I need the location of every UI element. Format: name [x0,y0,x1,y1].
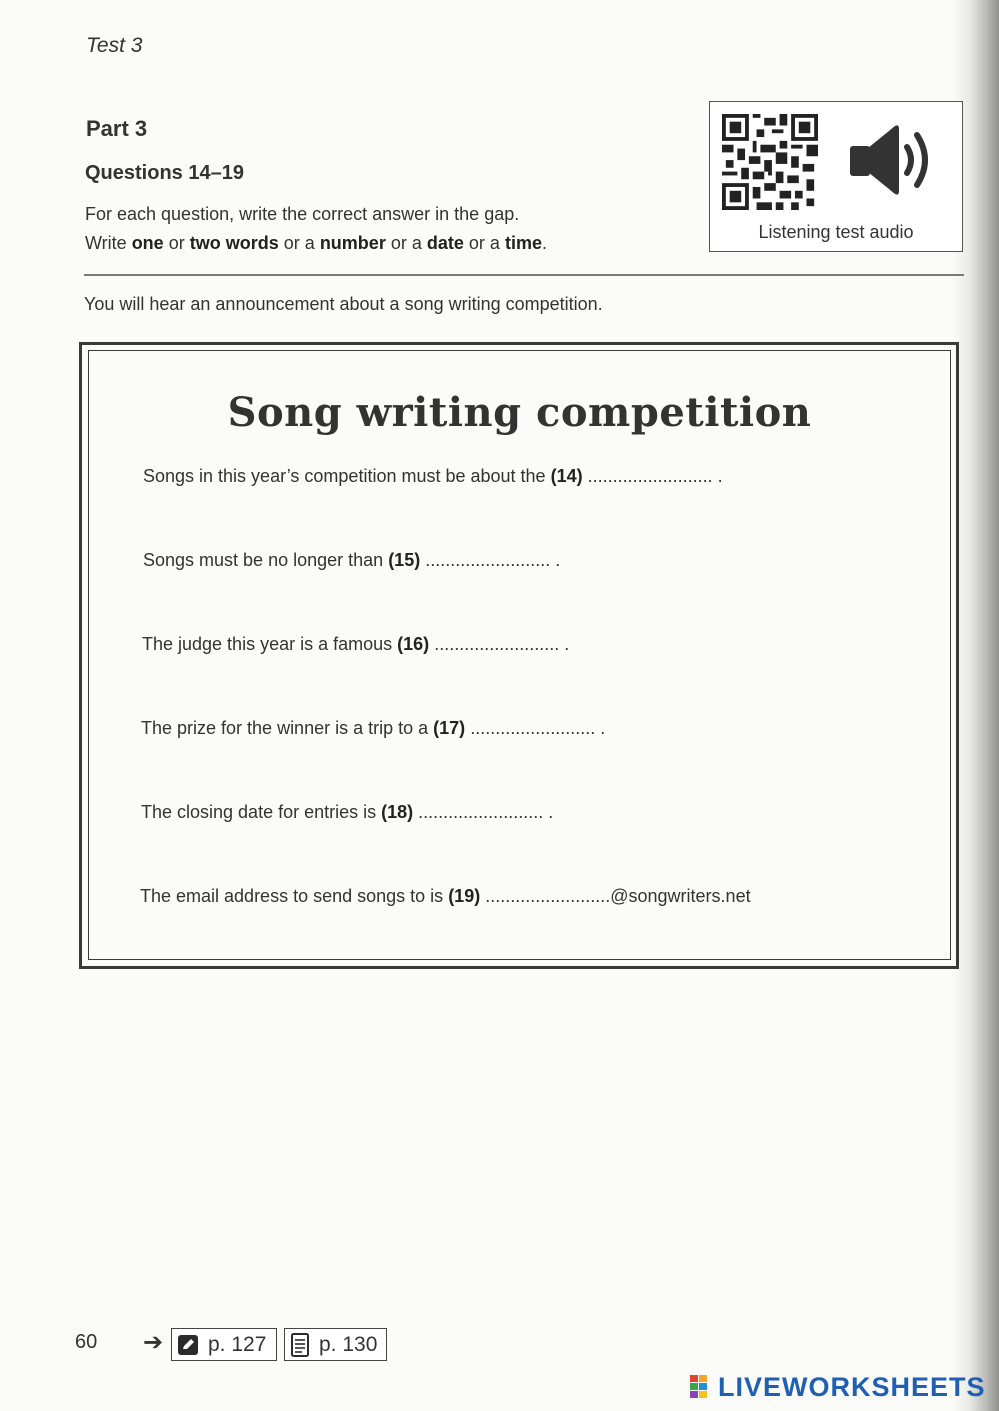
test-label: Test 3 [86,34,143,57]
answer-key-reference[interactable]: p. 127 [171,1328,277,1361]
qr-code-icon[interactable] [722,114,818,210]
liveworksheets-logo-icon [690,1375,716,1399]
listening-audio-box[interactable] [709,101,963,252]
speaker-icon[interactable] [847,121,935,199]
form-frame-inner [88,350,951,960]
liveworksheets-brand[interactable] [690,1371,986,1403]
transcript-reference[interactable]: p. 130 [284,1328,387,1361]
question-19: The email address to send songs to is (19) .........................@songwriters.net [140,886,751,906]
audio-caption: Listening test audio [758,222,914,242]
question-16: The judge this year is a famous (16) ......................... . [142,634,570,654]
question-15: Songs must be no longer than (15) ......................... . [143,550,561,570]
part-title: Part 3 [86,116,148,141]
answer-gap-19[interactable]: ......................... [485,886,611,906]
question-17: The prize for the winner is a trip to a (17) ......................... . [141,718,606,738]
page-number: 60 [75,1331,98,1353]
transcript-icon [290,1333,310,1357]
section-divider [84,274,964,276]
brand-text: LIVEWORKSHEETS [718,1371,986,1402]
form-title: Song writing competition [227,389,812,436]
arrow-right-icon: ➔ [143,1329,164,1356]
answer-gap-15[interactable]: ......................... [425,550,551,570]
form-frame [79,342,959,969]
question-14: Songs in this year’s competition must be about the (14) ......................... . [143,466,723,486]
answer-gap-18[interactable]: ......................... [418,802,544,822]
questions-range: Questions 14–19 [85,162,244,184]
task-intro: You will hear an announcement about a song writing competition. [84,294,603,314]
answer-key-icon [177,1334,199,1356]
answer-gap-14[interactable]: ......................... [587,466,713,486]
instruction-line-2: Write one or two words or a number or a date or a time. [85,233,547,253]
answer-gap-16[interactable]: ......................... [434,634,560,654]
question-18: The closing date for entries is (18) ......................... . [141,802,554,822]
answer-gap-17[interactable]: ......................... [470,718,596,738]
instruction-line-1: For each question, write the correct answer in the gap. [85,204,520,224]
